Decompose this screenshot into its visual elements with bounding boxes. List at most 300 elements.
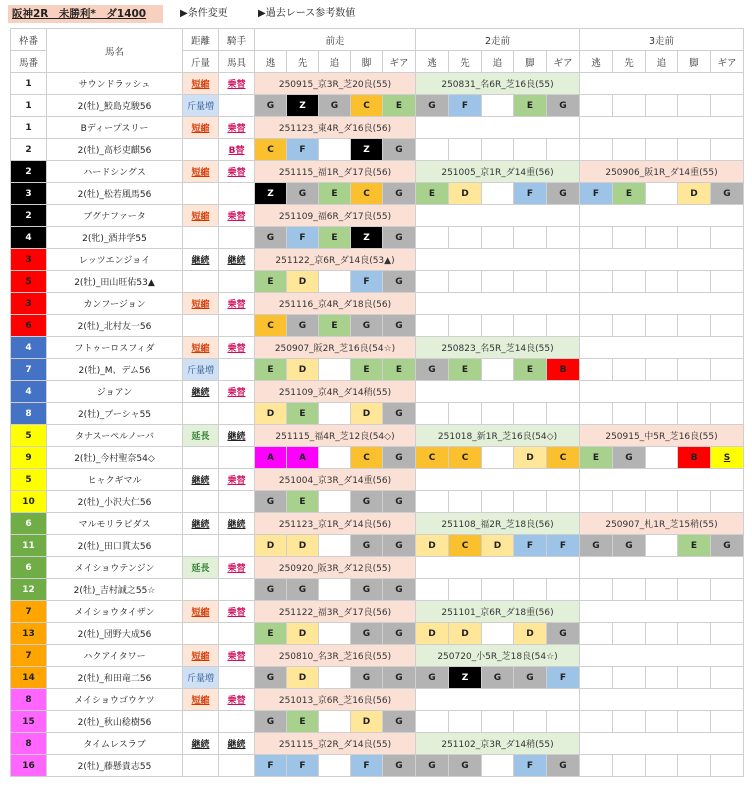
grade-cell bbox=[646, 95, 678, 117]
race-label-2 bbox=[416, 117, 580, 139]
waku-number: 5 bbox=[11, 425, 47, 447]
race-label-3: 250906_阪1R_ダ14重(55) bbox=[580, 161, 744, 183]
distance-change: 短縮 bbox=[183, 117, 219, 139]
horse-row-bottom bbox=[11, 535, 744, 557]
header-col: 逃 bbox=[416, 51, 449, 73]
grade-cell bbox=[482, 711, 514, 733]
grade-cell: E bbox=[613, 183, 646, 205]
header-col: 追 bbox=[319, 51, 351, 73]
horse-info: 2(牡)_藤懸貴志55 bbox=[47, 755, 183, 777]
horse-row-bottom bbox=[11, 491, 744, 513]
jockey-change: 乗替 bbox=[219, 205, 255, 227]
grade-cell bbox=[416, 227, 449, 249]
grade-cell bbox=[678, 623, 711, 645]
horse-info: 2(牡)_M、デム56 bbox=[47, 359, 183, 381]
grade-cell bbox=[449, 139, 482, 161]
grade-cell bbox=[319, 623, 351, 645]
header-col: 先 bbox=[287, 51, 319, 73]
header-col: 脚 bbox=[351, 51, 383, 73]
grade-cell bbox=[580, 95, 613, 117]
grade-cell bbox=[646, 359, 678, 381]
waku-number: 4 bbox=[11, 337, 47, 359]
equipment-change bbox=[219, 95, 255, 117]
equipment-change bbox=[219, 667, 255, 689]
horse-row-bottom bbox=[11, 623, 744, 645]
header-col: 脚 bbox=[514, 51, 547, 73]
grade-cell bbox=[711, 623, 744, 645]
grade-cell: G bbox=[416, 95, 449, 117]
equipment-change bbox=[219, 227, 255, 249]
horse-name[interactable]: メイショウタイザン bbox=[47, 601, 183, 623]
weight-change bbox=[183, 711, 219, 733]
grade-cell bbox=[449, 579, 482, 601]
weight-change: 斤量増 bbox=[183, 359, 219, 381]
grade-cell: E bbox=[319, 183, 351, 205]
horse-row-top bbox=[11, 293, 744, 315]
jockey-change: 乗替 bbox=[219, 557, 255, 579]
distance-change: 延長 bbox=[183, 425, 219, 447]
grade-cell bbox=[711, 403, 744, 425]
grade-cell bbox=[482, 95, 514, 117]
grade-cell: G bbox=[416, 755, 449, 777]
grade-cell: G bbox=[351, 535, 383, 557]
distance-change: 短縮 bbox=[183, 73, 219, 95]
race-label-3 bbox=[580, 733, 744, 755]
grade-cell: D bbox=[255, 535, 287, 557]
race-label-1: 251115_福1R_ダ17良(56) bbox=[255, 161, 416, 183]
jockey-change: 乗替 bbox=[219, 73, 255, 95]
horse-number: 3 bbox=[11, 183, 47, 205]
grade-cell bbox=[449, 403, 482, 425]
waku-number: 8 bbox=[11, 689, 47, 711]
horse-name[interactable]: タナスーペルノーバ bbox=[47, 425, 183, 447]
horse-number: 4 bbox=[11, 227, 47, 249]
race-label-3 bbox=[580, 205, 744, 227]
grade-cell bbox=[580, 667, 613, 689]
horse-number: 9 bbox=[11, 447, 47, 469]
grade-cell bbox=[580, 227, 613, 249]
grade-cell: F bbox=[351, 271, 383, 293]
grade-cell: C bbox=[351, 183, 383, 205]
grade-cell bbox=[482, 447, 514, 469]
race-label-3: 250915_中5R_芝16良(55) bbox=[580, 425, 744, 447]
horse-row-bottom bbox=[11, 139, 744, 161]
grade-cell: G bbox=[383, 535, 416, 557]
horse-row-bottom bbox=[11, 403, 744, 425]
grade-cell bbox=[580, 403, 613, 425]
horse-info: 2(牡)_小沢大仁56 bbox=[47, 491, 183, 513]
jockey-change: 乗替 bbox=[219, 469, 255, 491]
grade-cell bbox=[416, 139, 449, 161]
equipment-change bbox=[219, 315, 255, 337]
grade-cell: F bbox=[514, 535, 547, 557]
horse-number: 7 bbox=[11, 359, 47, 381]
grade-cell: G bbox=[711, 183, 744, 205]
horse-row-bottom bbox=[11, 711, 744, 733]
horse-info: 2(牡)_北村友一56 bbox=[47, 315, 183, 337]
grade-cell: S bbox=[711, 447, 744, 469]
header-row-1 bbox=[11, 29, 744, 51]
horse-row-bottom bbox=[11, 359, 744, 381]
horse-info: 2(牡)_田口貫太56 bbox=[47, 535, 183, 557]
horse-name[interactable]: カンフージョン bbox=[47, 293, 183, 315]
weight-change bbox=[183, 755, 219, 777]
grade-cell: D bbox=[449, 183, 482, 205]
grade-cell bbox=[646, 271, 678, 293]
grade-cell bbox=[580, 139, 613, 161]
horse-row-bottom bbox=[11, 95, 744, 117]
grade-cell: C bbox=[547, 447, 580, 469]
race-label-3 bbox=[580, 293, 744, 315]
distance-change: 短縮 bbox=[183, 205, 219, 227]
horse-row-bottom bbox=[11, 755, 744, 777]
grade-cell bbox=[514, 579, 547, 601]
grade-cell bbox=[514, 403, 547, 425]
grade-cell bbox=[319, 271, 351, 293]
horse-name[interactable]: メイショウテンジン bbox=[47, 557, 183, 579]
grade-cell: F bbox=[514, 755, 547, 777]
grade-cell bbox=[482, 359, 514, 381]
horse-name[interactable]: メイショウゴウケツ bbox=[47, 689, 183, 711]
grade-cell: E bbox=[287, 403, 319, 425]
grade-cell: F bbox=[255, 755, 287, 777]
horse-info: 2(牡)_今村聖奈54◇ bbox=[47, 447, 183, 469]
grade-cell bbox=[416, 579, 449, 601]
horse-row-top bbox=[11, 249, 744, 271]
grade-cell: E bbox=[383, 95, 416, 117]
race-label-2: 251101_京6R_ダ18重(56) bbox=[416, 601, 580, 623]
equipment-change bbox=[219, 623, 255, 645]
grade-cell bbox=[514, 139, 547, 161]
grade-cell: G bbox=[319, 95, 351, 117]
horse-row-top bbox=[11, 161, 744, 183]
race-label-1: 251109_京4R_ダ14稍(55) bbox=[255, 381, 416, 403]
grade-cell: B bbox=[547, 359, 580, 381]
grade-cell bbox=[580, 755, 613, 777]
race-label-1: 251109_福6R_ダ17良(55) bbox=[255, 205, 416, 227]
weight-change bbox=[183, 315, 219, 337]
race-label-2 bbox=[416, 689, 580, 711]
grade-cell: G bbox=[711, 535, 744, 557]
horse-number: 2 bbox=[11, 139, 47, 161]
grade-cell: Z bbox=[287, 95, 319, 117]
grade-cell: G bbox=[255, 667, 287, 689]
grade-cell bbox=[646, 535, 678, 557]
waku-number: 8 bbox=[11, 733, 47, 755]
horse-name[interactable]: ヒャクギマル bbox=[47, 469, 183, 491]
grade-cell bbox=[711, 755, 744, 777]
grade-cell bbox=[646, 139, 678, 161]
grade-cell bbox=[613, 271, 646, 293]
grade-cell bbox=[613, 403, 646, 425]
grade-cell: D bbox=[351, 403, 383, 425]
horse-number: 11 bbox=[11, 535, 47, 557]
distance-change: 短縮 bbox=[183, 161, 219, 183]
waku-number: 6 bbox=[11, 557, 47, 579]
grade-cell bbox=[711, 139, 744, 161]
race-label-2 bbox=[416, 557, 580, 579]
grade-cell bbox=[547, 271, 580, 293]
grade-cell: E bbox=[287, 711, 319, 733]
equipment-change bbox=[219, 711, 255, 733]
grade-cell: E bbox=[678, 535, 711, 557]
distance-change: 短縮 bbox=[183, 689, 219, 711]
grade-cell bbox=[319, 359, 351, 381]
grade-cell: G bbox=[383, 447, 416, 469]
grade-cell bbox=[678, 579, 711, 601]
horse-name[interactable]: レッツエンジョイ bbox=[47, 249, 183, 271]
grade-cell bbox=[319, 667, 351, 689]
jockey-change: 乗替 bbox=[219, 645, 255, 667]
grade-cell bbox=[482, 271, 514, 293]
grade-cell bbox=[646, 447, 678, 469]
grade-cell bbox=[613, 491, 646, 513]
grade-cell bbox=[319, 403, 351, 425]
grade-cell bbox=[482, 491, 514, 513]
header-weight: 斤量 bbox=[183, 51, 219, 73]
grade-cell bbox=[416, 403, 449, 425]
grade-cell bbox=[678, 95, 711, 117]
distance-change: 継続 bbox=[183, 249, 219, 271]
grade-cell: C bbox=[351, 447, 383, 469]
grade-cell bbox=[711, 315, 744, 337]
grade-cell: G bbox=[351, 667, 383, 689]
header-col: 先 bbox=[613, 51, 646, 73]
grade-cell bbox=[678, 491, 711, 513]
horse-row-top bbox=[11, 645, 744, 667]
grade-cell: G bbox=[383, 755, 416, 777]
weight-change bbox=[183, 535, 219, 557]
grade-cell: G bbox=[482, 667, 514, 689]
grade-cell bbox=[613, 667, 646, 689]
grade-cell bbox=[678, 139, 711, 161]
equipment-change bbox=[219, 183, 255, 205]
header-col: 追 bbox=[482, 51, 514, 73]
weight-change bbox=[183, 227, 219, 249]
distance-change: 継続 bbox=[183, 733, 219, 755]
grade-cell bbox=[613, 755, 646, 777]
grade-cell bbox=[646, 623, 678, 645]
grade-cell: G bbox=[255, 579, 287, 601]
race-label-1: 251122_福3R_ダ17良(56) bbox=[255, 601, 416, 623]
grade-cell: G bbox=[351, 315, 383, 337]
grade-cell bbox=[547, 403, 580, 425]
race-label-2 bbox=[416, 205, 580, 227]
horse-name[interactable]: フトゥーロスフィダ bbox=[47, 337, 183, 359]
grade-cell bbox=[613, 315, 646, 337]
equipment-change bbox=[219, 359, 255, 381]
horse-number: 1 bbox=[11, 95, 47, 117]
grade-cell: E bbox=[287, 491, 319, 513]
horse-name[interactable]: マルモリラピダス bbox=[47, 513, 183, 535]
grade-cell bbox=[580, 623, 613, 645]
horse-name[interactable]: タイムレスラブ bbox=[47, 733, 183, 755]
horse-row-bottom bbox=[11, 579, 744, 601]
grade-cell: G bbox=[255, 95, 287, 117]
grade-cell: D bbox=[514, 623, 547, 645]
grade-cell: E bbox=[255, 271, 287, 293]
grade-cell bbox=[319, 755, 351, 777]
race-label-1: 251123_京1R_ダ14良(56) bbox=[255, 513, 416, 535]
grade-cell: E bbox=[319, 315, 351, 337]
grade-cell bbox=[711, 579, 744, 601]
grade-cell: E bbox=[580, 447, 613, 469]
header-waku: 枠番 bbox=[11, 29, 47, 51]
grade-cell: D bbox=[678, 183, 711, 205]
grade-cell: E bbox=[351, 359, 383, 381]
grade-cell bbox=[711, 491, 744, 513]
grade-cell: E bbox=[514, 95, 547, 117]
grade-cell: E bbox=[416, 183, 449, 205]
horse-name[interactable]: ハクアイタワー bbox=[47, 645, 183, 667]
grade-cell bbox=[646, 183, 678, 205]
race-label-1: 250907_阪2R_芝16良(54☆) bbox=[255, 337, 416, 359]
grade-cell bbox=[678, 359, 711, 381]
equipment-change bbox=[219, 535, 255, 557]
weight-change bbox=[183, 447, 219, 469]
grade-cell bbox=[711, 359, 744, 381]
grade-cell: Z bbox=[255, 183, 287, 205]
grade-cell bbox=[449, 491, 482, 513]
grade-cell bbox=[547, 227, 580, 249]
race-label-3 bbox=[580, 469, 744, 491]
horse-number: 15 bbox=[11, 711, 47, 733]
header-col: 逃 bbox=[580, 51, 613, 73]
horse-row-bottom bbox=[11, 183, 744, 205]
past-race-reference-link[interactable]: ▶過去レース参考数値 bbox=[258, 8, 356, 19]
race-label-3 bbox=[580, 601, 744, 623]
weight-change bbox=[183, 271, 219, 293]
grade-cell bbox=[613, 95, 646, 117]
horse-name[interactable]: サウンドラッシュ bbox=[47, 73, 183, 95]
race-label-2: 251102_京3R_ダ14稍(55) bbox=[416, 733, 580, 755]
waku-number: 6 bbox=[11, 513, 47, 535]
grade-cell: G bbox=[547, 95, 580, 117]
grade-cell: A bbox=[255, 447, 287, 469]
horse-name[interactable]: ジョアン bbox=[47, 381, 183, 403]
grade-cell: D bbox=[287, 535, 319, 557]
grade-cell bbox=[319, 139, 351, 161]
weight-change: 斤量増 bbox=[183, 95, 219, 117]
grade-cell: G bbox=[287, 315, 319, 337]
horse-name[interactable]: Bディープスリー bbox=[47, 117, 183, 139]
race-label-1: 250915_京3R_芝20良(55) bbox=[255, 73, 416, 95]
waku-number: 7 bbox=[11, 601, 47, 623]
waku-number: 7 bbox=[11, 645, 47, 667]
horse-name[interactable]: ブグナファータ bbox=[47, 205, 183, 227]
grade-cell: Z bbox=[351, 139, 383, 161]
grade-cell: G bbox=[255, 711, 287, 733]
grade-cell bbox=[482, 755, 514, 777]
waku-number: 1 bbox=[11, 117, 47, 139]
grade-cell bbox=[514, 491, 547, 513]
waku-number: 1 bbox=[11, 73, 47, 95]
waku-number: 3 bbox=[11, 249, 47, 271]
weight-change bbox=[183, 139, 219, 161]
grade-cell bbox=[482, 579, 514, 601]
grade-cell bbox=[449, 271, 482, 293]
waku-number: 5 bbox=[11, 469, 47, 491]
grade-cell: G bbox=[383, 139, 416, 161]
grade-cell bbox=[613, 623, 646, 645]
horse-info: 2(牡)_和田竜二56 bbox=[47, 667, 183, 689]
grade-cell bbox=[646, 227, 678, 249]
distance-change: 継続 bbox=[183, 381, 219, 403]
grade-cell bbox=[646, 755, 678, 777]
race-label-3: 250907_札1R_芝15稍(55) bbox=[580, 513, 744, 535]
entry-table bbox=[10, 28, 744, 777]
horse-row-top bbox=[11, 73, 744, 95]
race-label-3 bbox=[580, 645, 744, 667]
weight-change bbox=[183, 623, 219, 645]
race-label-3 bbox=[580, 117, 744, 139]
equipment-change bbox=[219, 403, 255, 425]
grade-cell bbox=[580, 271, 613, 293]
distance-change: 短縮 bbox=[183, 645, 219, 667]
grade-cell: E bbox=[449, 359, 482, 381]
race-label-2: 251108_福2R_芝18良(56) bbox=[416, 513, 580, 535]
race-label-3 bbox=[580, 689, 744, 711]
race-label-2: 251018_新1R_芝16良(54◇) bbox=[416, 425, 580, 447]
grade-cell bbox=[613, 711, 646, 733]
grade-cell bbox=[646, 403, 678, 425]
header-run-1: 前走 bbox=[255, 29, 416, 51]
grade-cell: G bbox=[416, 359, 449, 381]
grade-cell bbox=[319, 579, 351, 601]
grade-cell: G bbox=[383, 711, 416, 733]
race-label-3 bbox=[580, 73, 744, 95]
race-label-2 bbox=[416, 249, 580, 271]
horse-info: 2(牡)_鮫島克駿56 bbox=[47, 95, 183, 117]
race-label-2 bbox=[416, 381, 580, 403]
grade-cell bbox=[482, 623, 514, 645]
race-label-3 bbox=[580, 381, 744, 403]
horse-number: 13 bbox=[11, 623, 47, 645]
header-col: ギア bbox=[383, 51, 416, 73]
header-equip: 馬具 bbox=[219, 51, 255, 73]
horse-row-top bbox=[11, 117, 744, 139]
horse-row-bottom bbox=[11, 271, 744, 293]
grade-cell: E bbox=[383, 359, 416, 381]
grade-cell bbox=[678, 227, 711, 249]
grade-cell: G bbox=[416, 667, 449, 689]
header-name: 馬名 bbox=[47, 29, 183, 73]
grade-cell: F bbox=[547, 535, 580, 557]
grade-cell: G bbox=[547, 755, 580, 777]
grade-cell bbox=[514, 227, 547, 249]
header-uma: 馬番 bbox=[11, 51, 47, 73]
header-col: 追 bbox=[646, 51, 678, 73]
grade-cell: D bbox=[287, 271, 319, 293]
grade-cell: G bbox=[514, 667, 547, 689]
equipment-change bbox=[219, 579, 255, 601]
grade-cell bbox=[482, 139, 514, 161]
grade-cell bbox=[580, 359, 613, 381]
grade-cell: F bbox=[449, 95, 482, 117]
jockey-change: 乗替 bbox=[219, 601, 255, 623]
grade-cell: D bbox=[287, 623, 319, 645]
waku-number: 3 bbox=[11, 293, 47, 315]
grade-cell: G bbox=[383, 227, 416, 249]
jockey-change: 乗替 bbox=[219, 161, 255, 183]
grade-cell bbox=[449, 315, 482, 337]
grade-cell: G bbox=[383, 315, 416, 337]
grade-cell bbox=[547, 711, 580, 733]
grade-cell bbox=[319, 535, 351, 557]
horse-name[interactable]: ハードシングス bbox=[47, 161, 183, 183]
condition-change-link[interactable]: ▶条件変更 bbox=[180, 8, 228, 19]
horse-row-top bbox=[11, 425, 744, 447]
